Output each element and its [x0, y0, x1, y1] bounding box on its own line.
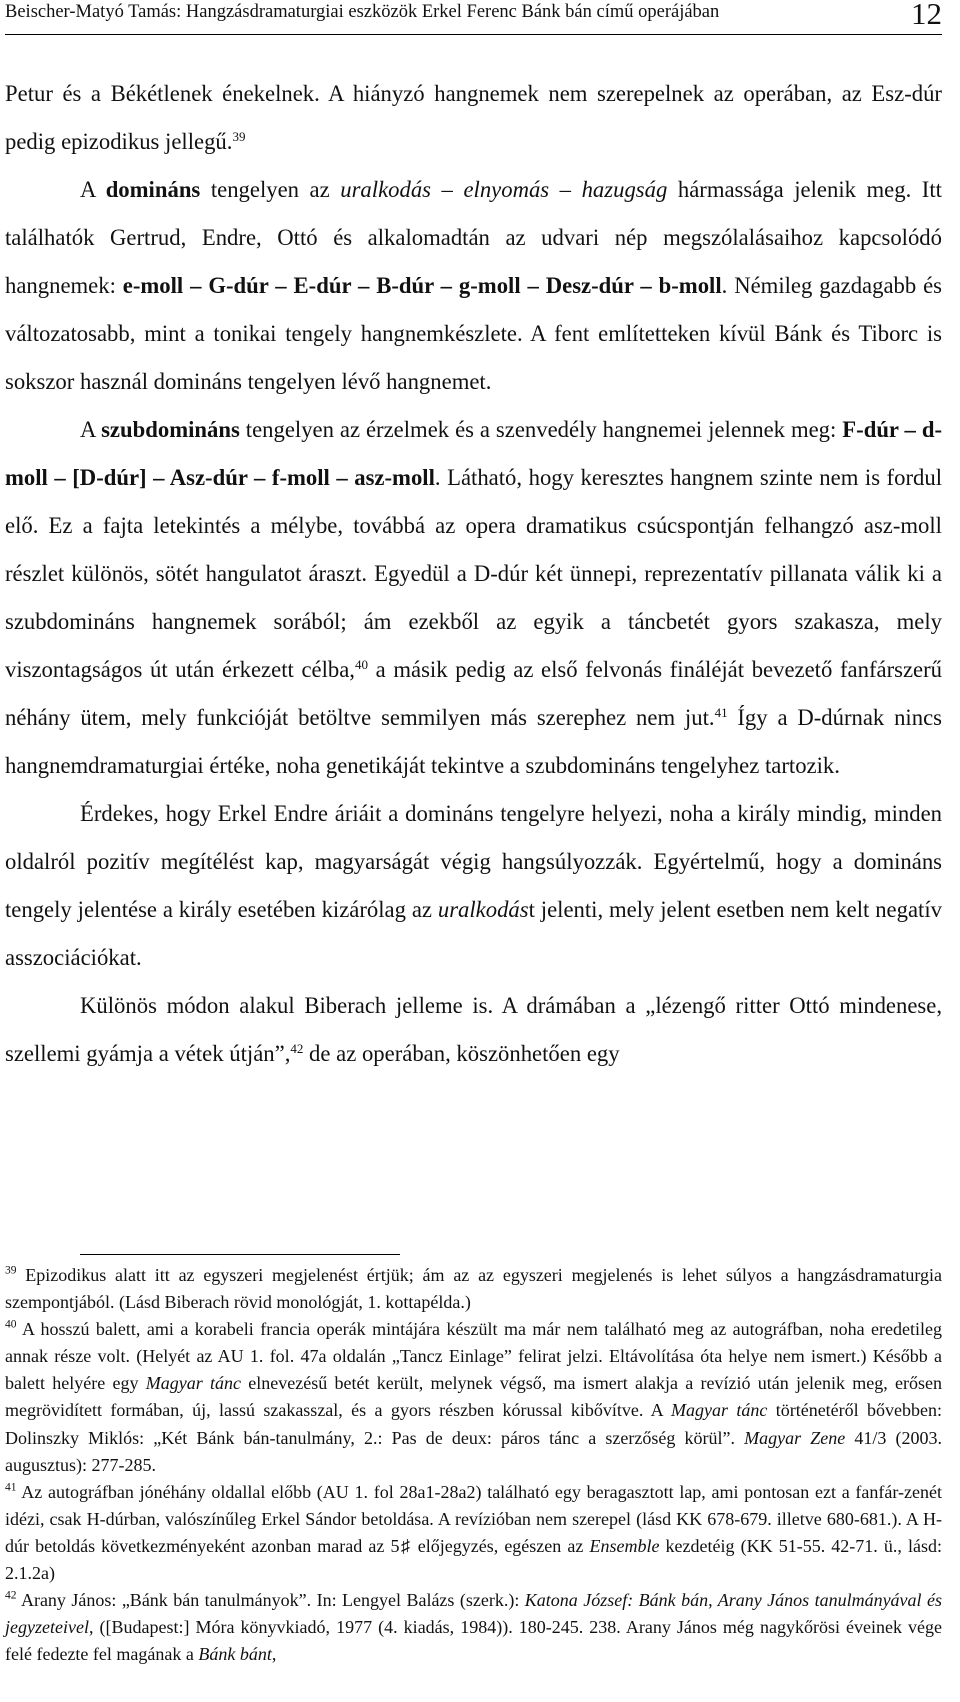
p2-text-1: A — [80, 177, 106, 202]
footnote-text: 41/3 (2003. augusztus): 277-285. — [5, 1427, 943, 1475]
footnote-number: 41 — [5, 1481, 17, 1494]
p5-text-2: de az operában, köszönhetően egy — [303, 1041, 620, 1066]
dominant-keys: e-moll – G-dúr – E-dúr – B-dúr – g-moll – Desz-dúr – b-moll — [122, 273, 722, 298]
footnote-ref-40[interactable]: 40 — [354, 657, 368, 673]
paragraph-dominant-axis — [5, 166, 942, 406]
footnote-text: Epizodikus alatt itt az egyszeri megjelenést értjük; ám az az egyszeri megjelenés is lehet súlyos a hangzásdramaturgia szempontjából. (Lásd Biberach rövid monológját, 1. kottapélda.) — [5, 1265, 942, 1313]
main-text — [5, 70, 942, 1078]
footnote-text: , — [271, 1644, 277, 1665]
p4-text-2: t jelenti, mely jelent esetben nem kelt negatív asszociációkat. — [5, 897, 942, 970]
p2-text-2: tengelyen az — [200, 177, 341, 202]
paragraph-1 — [5, 70, 942, 166]
footnote-text: Arany János: „Bánk bán tanulmányok”. In: Lengyel Balázs (szerk.): — [16, 1590, 525, 1611]
work-title: Magyar tánc — [145, 1373, 241, 1394]
p4-text-1: Érdekes, hogy Erkel Endre áriáit a domináns tengelyre helyezi, noha a király mindig, minden oldalról pozitív megítélést kap, magyarságát végig hangsúlyozzák. Egyértelmű, hogy a domináns tengely jelentése a király esetében kizárólag az — [5, 801, 942, 922]
p3-text-3: . Látható, hogy keresztes hangnem szinte nem is fordul elő. Ez a fajta letekintés a mélybe, továbbá az opera dramatikus csúcspontján felhangzó asz-moll részlet különös, sötét hangulatot áraszt. Egyedül a D-dúr két ünnepi, reprezentatív pillanata válik ki a szubdomináns hangnemek sorából; ám ezekből az egyik a táncbetét gyors szakasza, mely viszontagságos út után érkezett célba, — [5, 465, 943, 682]
footnote-text: Az autográfban jónéhány oldallal előbb (AU 1. fol 28a1-28a2) található egy beragasztott lap, ami pontosan ezt a fanfár-zenét idézi, csak H-dúrban, valószínűleg Erkel Sándor betoldása. A revízióban nem szerepel (lásd KK 678-679. illetve 680-681.). A H-dúr betoldás következményeként azonban marad az 5♯ előjegyzés, egészen az — [5, 1481, 942, 1556]
footnote-separator — [80, 1254, 400, 1255]
book-title: Katona József: Bánk bán, Arany János tanulmányával és jegyzeteivel — [5, 1590, 942, 1638]
footnote-42 — [5, 1587, 942, 1668]
header-title: Beischer-Matyó Tamás: Hangzásdramaturgiai eszközök Erkel Ferenc Bánk bán című operájában — [5, 2, 720, 22]
running-header — [5, 0, 942, 35]
footnote-ref-39[interactable]: 39 — [232, 129, 246, 145]
p5-text-1: Különös módon alakul Biberach jelleme is. A drámában a „lézengő ritter Ottó mindenese, szellemi gyámja a vétek útján”, — [5, 993, 942, 1066]
footnotes — [5, 1262, 942, 1668]
footnote-40 — [5, 1316, 942, 1479]
footnote-text: elnevezésű betét került, melynek végső, ma ismert alakja a revízió után jelenik meg, erősen megrövidített formában, új, lassú szakasszal, és a gyors részben kórussal kibővítve. A — [5, 1373, 943, 1421]
page-number: 12 — [911, 0, 942, 31]
work-title: Ensemble — [589, 1535, 660, 1556]
term-subdominant: szubdomináns — [101, 417, 240, 442]
footnote-number: 40 — [5, 1318, 17, 1331]
p2-text-3: hármassága jelenik meg. Itt találhatók Gertrud, Endre, Ottó és alkalomadtán az udvari nép megszólalásaihoz kapcsolódó hangnemek: — [5, 177, 942, 298]
footnote-ref-41[interactable]: 41 — [714, 705, 728, 721]
p2-text-4: . Némileg gazdagabb és változatosabb, mint a tonikai tengely hangnemkészlete. A fent említetteken kívül Bánk és Tiborc is sokszor használ domináns tengelyen lévő hangnemet. — [5, 273, 942, 394]
p3-text-2: tengelyen az érzelmek és a szenvedély hangnemei jelennek meg: — [239, 417, 843, 442]
term-dominant: domináns — [105, 177, 201, 202]
footnote-text: történetéről bővebben: Dolinszky Miklós: „Két Bánk bán-tanulmány, 2.: Pas de deux: páros tánc a szerzőség körül”. — [5, 1400, 942, 1448]
paragraph-subdominant-axis — [5, 406, 942, 790]
p1-text: Petur és a Békétlenek énekelnek. A hiányzó hangnemek nem szerepelnek az operában, az Esz-dúr pedig epizodikus jellegű. — [5, 81, 942, 154]
footnote-text: A hosszú balett, ami a korabeli francia operák mintájára készült ma már nem található meg az autográfban, noha eredetileg annak része volt. (Helyét az AU 1. fol. 47a oldalán „Tancz Einlage” felirat jelzi. Eltávolítása óta helye nem ismert.) Később a balett helyére egy — [5, 1319, 942, 1394]
footnote-39 — [5, 1262, 942, 1316]
work-title: Magyar tánc — [671, 1400, 768, 1421]
p3-text-1: A — [80, 417, 102, 442]
p3-text-4: a másik pedig az első felvonás fináléját bevezető fanfárszerű néhány ütem, mely funkcióját betöltve semmilyen más szerephez nem jut. — [5, 657, 942, 730]
footnote-ref-42[interactable]: 42 — [290, 1041, 304, 1057]
footnote-text: , ([Budapest:] Móra könyvkiadó, 1977 (4. kiadás, 1984)). 180-245. 238. Arany János még nagykőrösi éveinek vége felé fedezte fel magának a — [5, 1617, 942, 1665]
dominant-triad: uralkodás – elnyomás – hazugság — [340, 177, 668, 202]
work-title: Bánk bánt — [198, 1644, 272, 1665]
footnote-number: 42 — [5, 1589, 17, 1602]
footnote-number: 39 — [5, 1264, 17, 1277]
paragraph-biberach — [5, 982, 942, 1078]
journal-title: Magyar Zene — [744, 1427, 846, 1448]
footnote-41 — [5, 1479, 942, 1587]
footnote-text: kezdetéig (KK 51-55. 42-71. ü., lásd: 2.1.2a) — [5, 1535, 942, 1584]
paragraph-king — [5, 790, 942, 982]
term-rule: uralkodás — [437, 897, 529, 922]
subdominant-keys: F-dúr – d-moll – [D-dúr] – Asz-dúr – f-moll – asz-moll — [5, 417, 943, 490]
p3-text-5: Így a D-dúrnak nincs hangnemdramaturgiai értéke, noha genetikáját tekintve a szubdomináns tengelyhez tartozik. — [5, 705, 942, 778]
